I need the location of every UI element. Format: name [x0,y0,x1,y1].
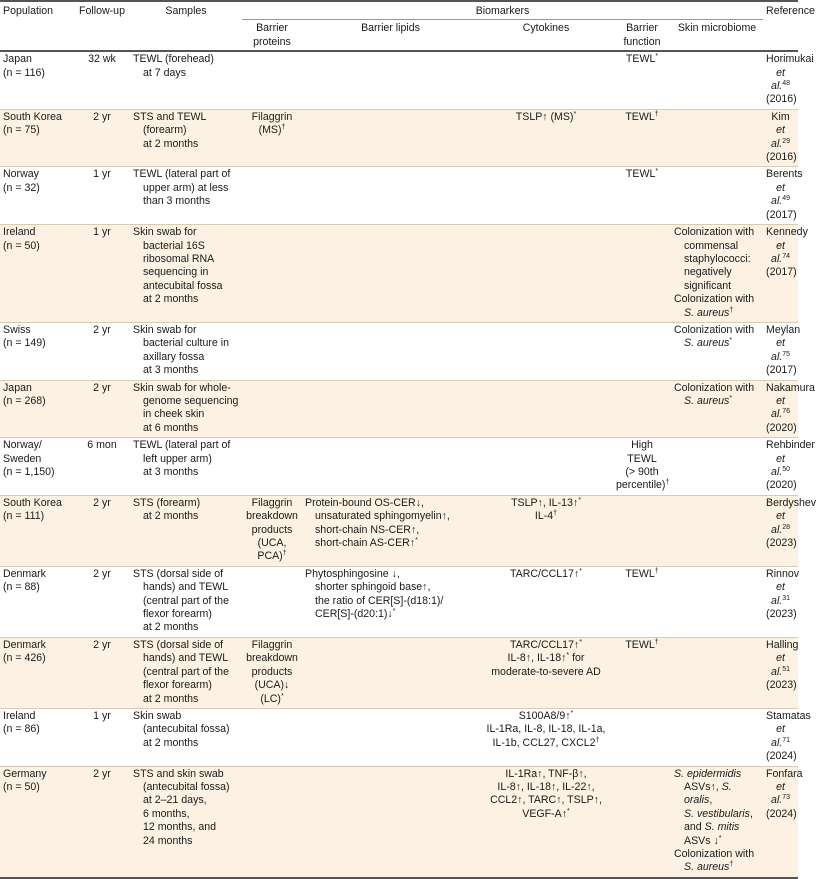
table-row [0,51,798,109]
population-cell: South Korea (n = 111) [0,495,74,566]
skin-microbiome-cell-entry: Colonization with commensal staphylococci: negatively significant [674,226,755,292]
cytokines-cell: TARC/CCL17↑* [479,566,613,637]
reference-cell: Nakamura et al.$^{76}$ (2020) [763,380,798,438]
barrier-function-cell: High TEWL (> 90th percentile)† [613,438,671,496]
barrier-lipids-cell: Protein-bound OS-CER↓, unsaturated sphingomyelin↑, short-chain NS-CER↑, short-chain AS-CER↑* [302,495,479,566]
header-barrier-proteins: Barrier proteins [242,20,302,51]
cytokines-cell [479,225,613,323]
cytokines-cell: S100A8/9↑* IL-1Ra, IL-8, IL-18, IL-1a, IL-1b, CCL27, CXCL2† [479,708,613,766]
cytokines-cell: IL-1Ra↑, TNF-β↑, IL-8↑, IL-18↑, IL-22↑, CCL2↑, TARC↑, TSLP↑, VEGF-A↑* [479,766,613,878]
barrier-proteins-cell: Filaggrin breakdown products (UCA)↓ (LC)* [242,637,302,708]
population-cell: Denmark (n = 426) [0,637,74,708]
samples-cell: STS (forearm) at 2 months [130,495,242,566]
samples-cell: STS and TEWL (forearm) at 2 months [130,109,242,167]
table-header [0,1,815,51]
skin-microbiome-cell-entry: Colonization with S. aureus† [674,847,755,874]
barrier-function-cell: TEWL* [613,167,671,225]
header-reference: Reference [763,1,798,51]
cytokines-cell [479,380,613,438]
reference-cell: Fonfara et al.$^{73}$ (2024) [763,766,798,878]
followup-cell: 6 mon [74,438,130,496]
barrier-lipids-cell [302,322,479,380]
samples-cell: STS (dorsal side of hands) and TEWL (central part of the flexor forearm) at 2 months [130,566,242,637]
table-row [0,322,798,380]
followup-cell: 2 yr [74,109,130,167]
table-row [0,708,798,766]
population-cell: Swiss (n = 149) [0,322,74,380]
reference-cell: Rehbinder et al.$^{50}$ (2020) [763,438,798,496]
barrier-function-cell: TEWL† [613,109,671,167]
skin-microbiome-cell [671,495,763,566]
followup-cell: 2 yr [74,766,130,878]
reference-cell: Stamatas et al.$^{71}$ (2024) [763,708,798,766]
barrier-function-cell [613,495,671,566]
skin-microbiome-cell [671,637,763,708]
barrier-lipids-cell [302,708,479,766]
table-row [0,109,798,167]
cytokines-cell: TARC/CCL17↑* IL-8↑, IL-18↑* for moderate-to-severe AD [479,637,613,708]
barrier-function-cell: TEWL† [613,566,671,637]
header-followup: Follow-up [74,1,130,51]
samples-cell: Skin swab for bacterial culture in axillary fossa at 3 months [130,322,242,380]
barrier-function-cell: TEWL† [613,637,671,708]
reference-cell: Berdyshev et al.$^{28}$ (2023) [763,495,798,566]
population-cell: Ireland (n = 86) [0,708,74,766]
skin-microbiome-cell [671,225,763,323]
followup-cell: 1 yr [74,167,130,225]
population-cell: Norway (n = 32) [0,167,74,225]
table-row [0,438,798,496]
header-samples: Samples [130,1,242,51]
skin-microbiome-cell [671,708,763,766]
barrier-lipids-cell [302,637,479,708]
header-skin-microbiome: Skin microbiome [671,20,763,51]
cytokines-cell [479,51,613,109]
barrier-proteins-cell: Filaggrin (MS)† [242,109,302,167]
followup-cell: 2 yr [74,495,130,566]
samples-cell: STS (dorsal side of hands) and TEWL (central part of the flexor forearm) at 2 months [130,637,242,708]
table-row [0,167,798,225]
followup-cell: 2 yr [74,322,130,380]
barrier-lipids-cell: Phytosphingosine ↓, shorter sphingoid base↑, the ratio of CER[S]-(d18:1)/ CER[S]-(d20:1)↓* [302,566,479,637]
header-biomarkers: Biomarkers [242,1,763,20]
table-body [0,51,816,878]
skin-microbiome-cell-entry: Colonization with S. aureus* [674,381,755,407]
barrier-proteins-cell [242,766,302,878]
samples-cell: Skin swab for bacterial 16S ribosomal RNA sequencing in antecubital fossa at 2 months [130,225,242,323]
header-population: Population [0,1,74,51]
barrier-proteins-cell [242,322,302,380]
barrier-lipids-cell [302,109,479,167]
followup-cell: 2 yr [74,637,130,708]
barrier-lipids-cell [302,766,479,878]
population-cell: Japan (n = 116) [0,51,74,109]
reference-cell: Halling et al.$^{51}$ (2023) [763,637,798,708]
cytokines-cell: TSLP↑ (MS)* [479,109,613,167]
samples-cell: Skin swab (antecubital fossa) at 2 months [130,708,242,766]
population-cell: Germany (n = 50) [0,766,74,878]
skin-microbiome-cell [671,566,763,637]
barrier-proteins-cell [242,225,302,323]
followup-cell: 2 yr [74,380,130,438]
table-row [0,566,798,637]
barrier-function-cell [613,225,671,323]
reference-cell: Kim et al.$^{29}$ (2016) [763,109,798,167]
barrier-proteins-cell [242,566,302,637]
skin-microbiome-cell [671,766,763,878]
samples-cell: STS and skin swab (antecubital fossa) at 2–21 days, 6 months, 12 months, and 24 months [130,766,242,878]
skin-microbiome-cell [671,380,763,438]
cytokines-cell: TSLP↑, IL-13↑* IL-4† [479,495,613,566]
header-cytokines: Cytokines [479,20,613,51]
table-row [0,637,798,708]
table-row [0,766,798,878]
followup-cell: 2 yr [74,566,130,637]
skin-microbiome-cell-entry: S. epidermidis ASVs↑, S. oralis, S. vestibularis, and S. mitis ASVs ↓* [674,767,753,847]
skin-microbiome-cell [671,167,763,225]
followup-cell: 1 yr [74,708,130,766]
samples-cell: TEWL (lateral part of left upper arm) at 3 months [130,438,242,496]
reference-cell: Berents et al.$^{49}$ (2017) [763,167,798,225]
cytokines-cell [479,438,613,496]
barrier-lipids-cell [302,225,479,323]
barrier-function-cell [613,766,671,878]
barrier-lipids-cell [302,438,479,496]
population-cell: Ireland (n = 50) [0,225,74,323]
barrier-proteins-cell [242,51,302,109]
reference-cell: Rinnov et al.$^{31}$ (2023) [763,566,798,637]
barrier-lipids-cell [302,380,479,438]
barrier-proteins-cell [242,708,302,766]
barrier-proteins-cell [242,167,302,225]
population-cell: Denmark (n = 88) [0,566,74,637]
barrier-proteins-cell [242,380,302,438]
barrier-proteins-cell: Filaggrin breakdown products (UCA, PCA)† [242,495,302,566]
barrier-lipids-cell [302,167,479,225]
followup-cell: 32 wk [74,51,130,109]
barrier-function-cell: TEWL* [613,51,671,109]
population-cell: Japan (n = 268) [0,380,74,438]
skin-microbiome-cell [671,51,763,109]
reference-cell: Kennedy et al.$^{74}$ (2017) [763,225,798,323]
skin-microbiome-cell-entry: Colonization with S. aureus† [674,293,755,319]
table-row [0,380,798,438]
barrier-lipids-cell [302,51,479,109]
followup-cell: 1 yr [74,225,130,323]
samples-cell: TEWL (lateral part of upper arm) at less than 3 months [130,167,242,225]
barrier-function-cell [613,380,671,438]
skin-microbiome-cell [671,322,763,380]
table-row [0,225,798,323]
table-row [0,495,798,566]
barrier-function-cell [613,708,671,766]
skin-microbiome-cell-entry: Colonization with S. aureus* [674,323,755,350]
population-cell: Norway/ Sweden (n = 1,150) [0,438,74,496]
cytokines-cell [479,167,613,225]
header-barrier-function: Barrier function [613,20,671,51]
barrier-proteins-cell [242,438,302,496]
samples-cell: TEWL (forehead) at 7 days [130,51,242,109]
barrier-function-cell [613,322,671,380]
header-barrier-lipids: Barrier lipids [302,20,479,51]
population-cell: South Korea (n = 75) [0,109,74,167]
skin-microbiome-cell [671,109,763,167]
samples-cell: Skin swab for whole- genome sequencing in cheek skin at 6 months [130,380,242,438]
skin-microbiome-cell [671,438,763,496]
reference-cell: Meylan et al.$^{75}$ (2017) [763,322,798,380]
cytokines-cell [479,322,613,380]
reference-cell: Horimukai et al.$^{48}$ (2016) [763,51,798,109]
